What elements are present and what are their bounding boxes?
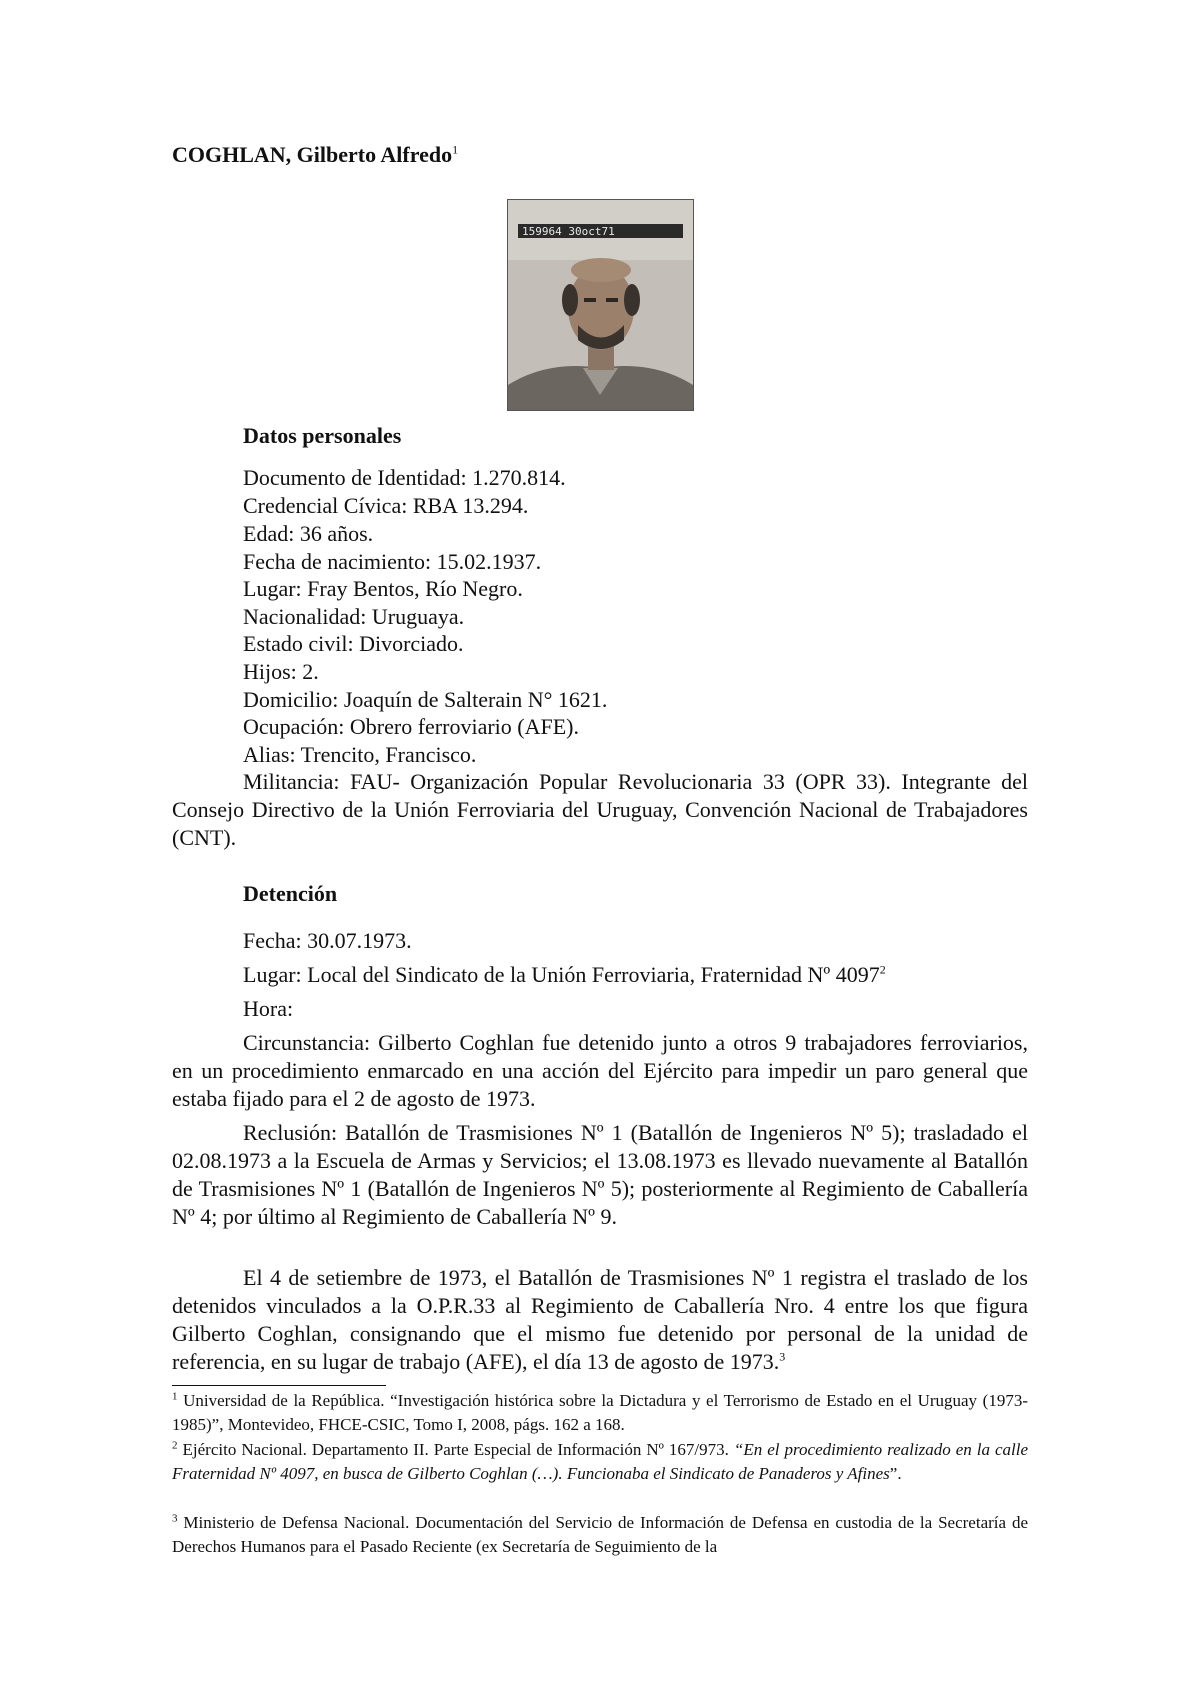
traslado-text: El 4 de setiembre de 1973, el Batallón de Trasmisiones Nº 1 registra el traslado de los detenidos vinculados a la O.P.R.33 al Regimiento de Caballería Nro. 4 entre los que figura Gilberto Coghlan, consignando que el mismo fue detenido por personal de la unidad de referencia, en su lugar de trabajo (AFE), el día 13 de agosto de 1973.	[172, 1265, 1028, 1374]
field-ocupacion: Ocupación: Obrero ferroviario (AFE).	[243, 714, 579, 739]
footnote-3-text: Ministerio de Defensa Nacional. Documentación del Servicio de Información de Defensa en custodia de la Secretaría de Derechos Humanos para el Pasado Reciente (ex Secretaría de Seguimiento de la	[172, 1513, 1028, 1556]
field-lugar-detencion	[243, 961, 886, 989]
field-nacionalidad: Nacionalidad: Uruguaya.	[243, 604, 465, 629]
footnote-2-end: ”.	[889, 1463, 902, 1483]
field-credencial: Credencial Cívica: RBA 13.294.	[243, 493, 529, 518]
section-heading-datos: Datos personales	[243, 423, 402, 448]
paragraph-traslado	[172, 1264, 1028, 1376]
field-fecha-nacimiento: Fecha de nacimiento: 15.02.1937.	[243, 549, 542, 574]
footnote-2	[172, 1438, 1028, 1485]
page-title	[172, 142, 458, 168]
footnote-ref-1: 1	[452, 142, 459, 157]
footnote-2-source: Ejército Nacional. Departamento II. Parte Especial de Información Nº 167/973.	[182, 1440, 734, 1459]
footnote-2-quote: “En el procedimiento realizado en la calle Fraternidad Nº 4097, en busca de Gilberto Coghlan (…). Funcionaba el Sindicato de Panaderos y Afines	[172, 1440, 1029, 1483]
field-hora: Hora:	[243, 996, 294, 1021]
field-fecha-detencion: Fecha: 30.07.1973.	[243, 928, 412, 953]
prisoner-photo	[507, 199, 694, 411]
prisoner-photo-image	[508, 200, 693, 410]
title-name: COGHLAN, Gilberto Alfredo	[172, 142, 453, 167]
lugar-text: Lugar: Local del Sindicato de la Unión Ferroviaria, Fraternidad Nº 4097	[243, 962, 880, 987]
field-estado-civil: Estado civil: Divorciado.	[243, 631, 464, 656]
footnote-ref-3: 3	[779, 1349, 786, 1364]
field-domicilio: Domicilio: Joaquín de Salterain N° 1621.	[243, 687, 608, 712]
footnote-3	[172, 1511, 1028, 1558]
footnote-1	[172, 1389, 1028, 1436]
footnote-separator	[172, 1385, 386, 1386]
footnote-2-number: 2	[172, 1439, 178, 1452]
field-alias: Alias: Trencito, Francisco.	[243, 742, 477, 767]
footnote-1-number: 1	[172, 1390, 178, 1403]
footnote-ref-2: 2	[879, 962, 886, 977]
footnote-3-number: 3	[172, 1512, 178, 1525]
field-edad: Edad: 36 años.	[243, 521, 374, 546]
section-heading-detencion: Detención	[243, 881, 338, 906]
footnote-1-text: Universidad de la República. “Investigación histórica sobre la Dictadura y el Terrorismo de Estado en el Uruguay (1973-1985)”, Montevideo, FHCE-CSIC, Tomo I, 2008, págs. 162 a 168.	[172, 1391, 1028, 1434]
field-lugar: Lugar: Fray Bentos, Río Negro.	[243, 576, 523, 601]
field-militancia: Militancia: FAU- Organización Popular Revolucionaria 33 (OPR 33). Integrante del Consejo Directivo de la Unión Ferroviaria del Uruguay, Convención Nacional de Trabajadores (CNT).	[172, 769, 1028, 850]
paragraph-circunstancia: Circunstancia: Gilberto Coghlan fue detenido junto a otros 9 trabajadores ferroviarios, en un procedimiento enmarcado en una acción del Ejército para impedir un paro general que estaba fijado para el 2 de agosto de 1973.	[172, 1030, 1028, 1111]
paragraph-reclusion: Reclusión: Batallón de Trasmisiones Nº 1 (Batallón de Ingenieros Nº 5); trasladado el 02.08.1973 a la Escuela de Armas y Servicios; el 13.08.1973 es llevado nuevamente al Batallón de Trasmisiones Nº 1 (Batallón de Ingenieros Nº 5); posteriormente al Regimiento de Caballería Nº 4; por último al Regimiento de Caballería Nº 9.	[172, 1120, 1028, 1229]
field-hijos: Hijos: 2.	[243, 659, 319, 684]
field-documento: Documento de Identidad: 1.270.814.	[243, 465, 566, 490]
photo-number-strip: 159964 30oct71	[522, 225, 615, 238]
